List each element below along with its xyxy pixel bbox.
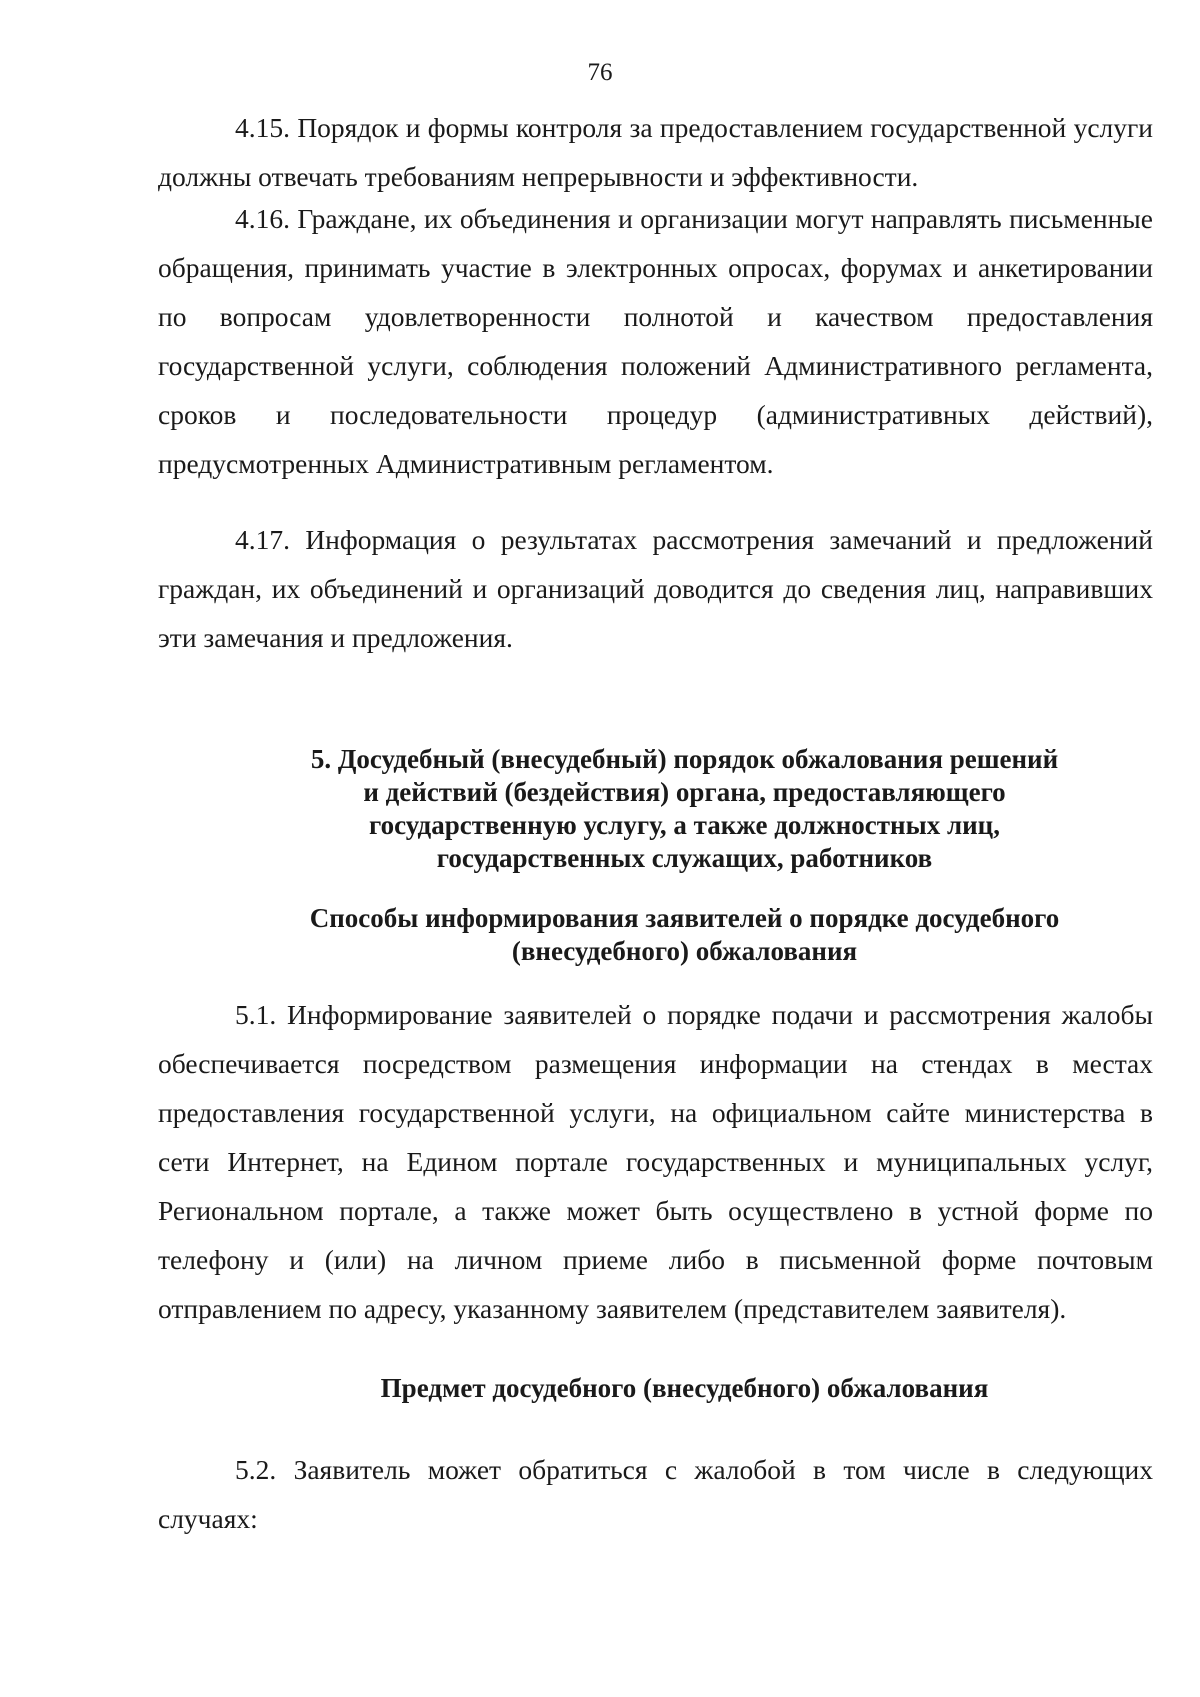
paragraph-4-16: 4.16. Граждане, их объединения и организации могут направлять письменные обращения, принимать участие в электронных опросах, форумах и анкетировании по вопросам удовлетворенности полнотой и качеством предоставления государственной услуги, соблюдения положений Административного регламента, сроков и последовательности процедур (административных действий), предусмотренных Административным регламентом. <box>158 203 1153 479</box>
section-5-heading-line: 5. Досудебный (внесудебный) порядок обжалования решений <box>310 744 1059 774</box>
section-5-heading-line: государственную услугу, а также должностных лиц, <box>369 810 1000 840</box>
info-methods-heading-line: Способы информирования заявителей о порядке досудебного <box>309 903 1060 933</box>
info-methods-heading-line: (внесудебного) обжалования <box>511 936 858 966</box>
paragraph-4-17: 4.17. Информация о результатах рассмотрения замечаний и предложений граждан, их объединений и организаций доводится до сведения лиц, направивших эти замечания и предложения. <box>158 524 1153 653</box>
section-5-heading-line: и действий (бездействия) органа, предоставляющего <box>363 777 1006 807</box>
paragraph-5-2: 5.2. Заявитель может обратиться с жалобой в том числе в следующих случаях: <box>158 1454 1153 1534</box>
paragraph-5-1: 5.1. Информирование заявителей о порядке подачи и рассмотрения жалобы обеспечивается посредством размещения информации на стендах в местах предоставления государственной услуги, на официальном сайте министерства в сети Интернет, на Едином портале государственных и муниципальных услуг, Региональном портале, а также может быть осуществлено в устной форме по телефону и (или) на личном приеме либо в письменной форме почтовым отправлением по адресу, указанному заявителем (представителем заявителя). <box>158 999 1153 1324</box>
subject-heading <box>158 1372 1153 1405</box>
section-5-heading-line: государственных служащих, работников <box>436 843 933 873</box>
subject-heading-line: Предмет досудебного (внесудебного) обжалования <box>380 1373 989 1403</box>
info-methods-heading <box>158 902 1153 968</box>
paragraph-4-15: 4.15. Порядок и формы контроля за предоставлением государственной услуги должны отвечать требованиям непрерывности и эффективности. <box>158 112 1153 192</box>
section-5-heading <box>158 743 1153 875</box>
page-number: 76 <box>587 59 613 86</box>
